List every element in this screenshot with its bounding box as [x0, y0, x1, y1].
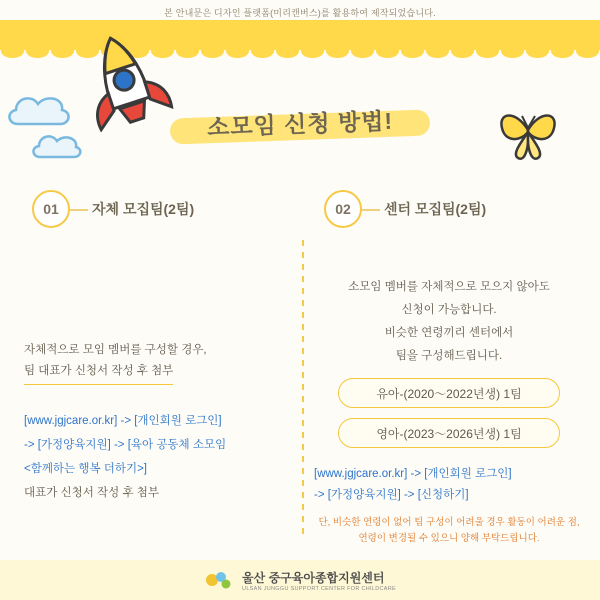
step-02-body-line-2: 신청이 가능합니다.	[401, 304, 497, 316]
step-01-links	[24, 411, 296, 505]
step-02-note	[310, 515, 588, 545]
step-02-header	[310, 190, 588, 230]
step-02-body	[310, 276, 588, 368]
step-02-note-line-1: 단, 비슷한 연령이 없어 팀 구성이 어려울 경우 활동이 어려운 점,	[318, 517, 580, 529]
step-01-column	[18, 190, 296, 508]
step-02-links	[310, 464, 588, 505]
page-title	[170, 100, 430, 146]
step-01-title: 자체 모집팀(2팀)	[92, 201, 195, 217]
step-01-header	[18, 190, 296, 230]
step-02-body-line-4: 팀을 구성해드립니다.	[395, 350, 503, 362]
team-pill-infant: 유아-(2020〜2022년생) 1팀	[338, 378, 560, 408]
step-01-link-line-1[interactable]: [www.jgjcare.or.kr] -> [개인회원 로그인]	[24, 414, 222, 427]
footer-name-kr: 울산 중구육아종합지원센터	[242, 570, 385, 585]
step-02-number: 02	[324, 190, 362, 228]
step-02-line	[362, 209, 380, 211]
step-02-link-line-2: -> [가정양육지원] -> [신청하기]	[314, 488, 469, 501]
step-01-number: 01	[32, 190, 70, 228]
step-02-link-line-1[interactable]: [www.jgjcare.or.kr] -> [개인회원 로그인]	[314, 468, 512, 480]
step-02-body-line-1: 소모임 멤버를 자체적으로 모으지 않아도	[348, 281, 550, 293]
step-01-link-line-2: -> [가정양육지원] -> [육아 공동체 소모임	[24, 438, 227, 451]
step-02-title: 센터 모집팀(2팀)	[384, 201, 487, 217]
step-01-body	[18, 340, 296, 505]
step-01-line	[70, 209, 88, 211]
step-02-note-line-2: 연령이 변경될 수 있으니 양해 부탁드립니다.	[358, 532, 540, 544]
step-01-link-line-3: <함께하는 행복 더하기>]	[24, 463, 147, 476]
step-02-column	[310, 190, 588, 546]
step-02-body-line-3: 비슷한 연령끼리 센터에서	[384, 327, 514, 339]
footer	[0, 560, 600, 600]
cloud-icon	[28, 130, 84, 164]
footer-text	[242, 569, 396, 592]
title-text: 소모임 신청 방법!	[206, 107, 394, 141]
step-01-body-line2: 팀 대표가 신청서 작성 후 첨부	[24, 361, 173, 384]
butterfly-icon	[492, 92, 564, 164]
step-01-body-line1: 자체적으로 모임 멤버를 구성할 경우,	[24, 344, 207, 356]
top-notice: 본 안내문은 디자인 플랫폼(미리캔버스)를 활용하여 제작되었습니다.	[164, 8, 436, 18]
step-01-link-line-4: 대표가 신청서 작성 후 첨부	[24, 487, 159, 500]
cloud-icon	[4, 88, 76, 134]
column-divider	[302, 240, 304, 540]
team-pill-baby: 영아-(2023〜2026년생) 1팀	[338, 418, 560, 448]
footer-name-en: ULSAN JUNGGU SUPPORT CENTER FOR CHILDCARE	[242, 585, 396, 592]
sunflower-logo-icon	[204, 568, 234, 592]
